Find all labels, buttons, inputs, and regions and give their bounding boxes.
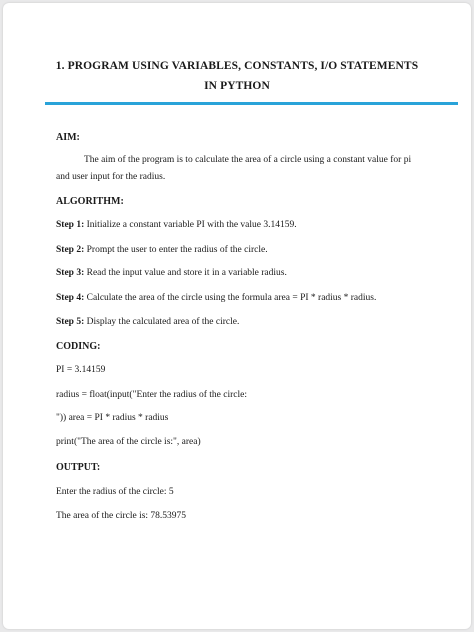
step-text: Calculate the area of the circle using the formula area = PI * radius * radius.: [86, 293, 377, 303]
title-line-1: 1. PROGRAM USING VARIABLES, CONSTANTS, I/O STATEMENTS: [55, 60, 419, 72]
step-label: Step 1:: [56, 220, 85, 230]
output-heading: OUTPUT:: [56, 462, 101, 473]
algorithm-step-3: [56, 268, 287, 278]
output-line-1: Enter the radius of the circle: 5: [56, 487, 174, 497]
step-text: Initialize a constant variable PI with the value 3.14159.: [86, 220, 297, 230]
algorithm-step-4: [56, 293, 376, 303]
aim-text-line-1: The aim of the program is to calculate the area of a circle using a constant value for pi: [84, 155, 412, 165]
code-line-1: PI = 3.14159: [56, 365, 106, 375]
step-text: Display the calculated area of the circle.: [86, 317, 240, 327]
code-line-4: print("The area of the circle is:", area): [56, 437, 201, 447]
step-label: Step 5:: [56, 317, 85, 327]
step-text: Prompt the user to enter the radius of the circle.: [86, 245, 268, 255]
algorithm-step-1: [56, 220, 297, 230]
output-line-2: The area of the circle is: 78.53975: [56, 511, 187, 521]
step-text: Read the input value and store it in a variable radius.: [86, 268, 287, 278]
aim-text-line-2: and user input for the radius.: [56, 172, 166, 182]
step-label: Step 3:: [56, 268, 85, 278]
algorithm-step-5: [56, 317, 239, 327]
step-label: Step 2:: [56, 245, 85, 255]
document-page: [3, 3, 471, 629]
title-line-2: IN PYTHON: [204, 80, 270, 92]
algorithm-step-2: [56, 245, 268, 255]
coding-heading: CODING:: [56, 341, 101, 352]
code-line-2: radius = float(input("Enter the radius of the circle:: [56, 390, 247, 400]
title-divider: [45, 102, 458, 105]
code-line-3: ")) area = PI * radius * radius: [56, 413, 169, 423]
aim-heading: AIM:: [56, 132, 80, 143]
algorithm-heading: ALGORITHM:: [56, 196, 124, 207]
step-label: Step 4:: [56, 293, 85, 303]
